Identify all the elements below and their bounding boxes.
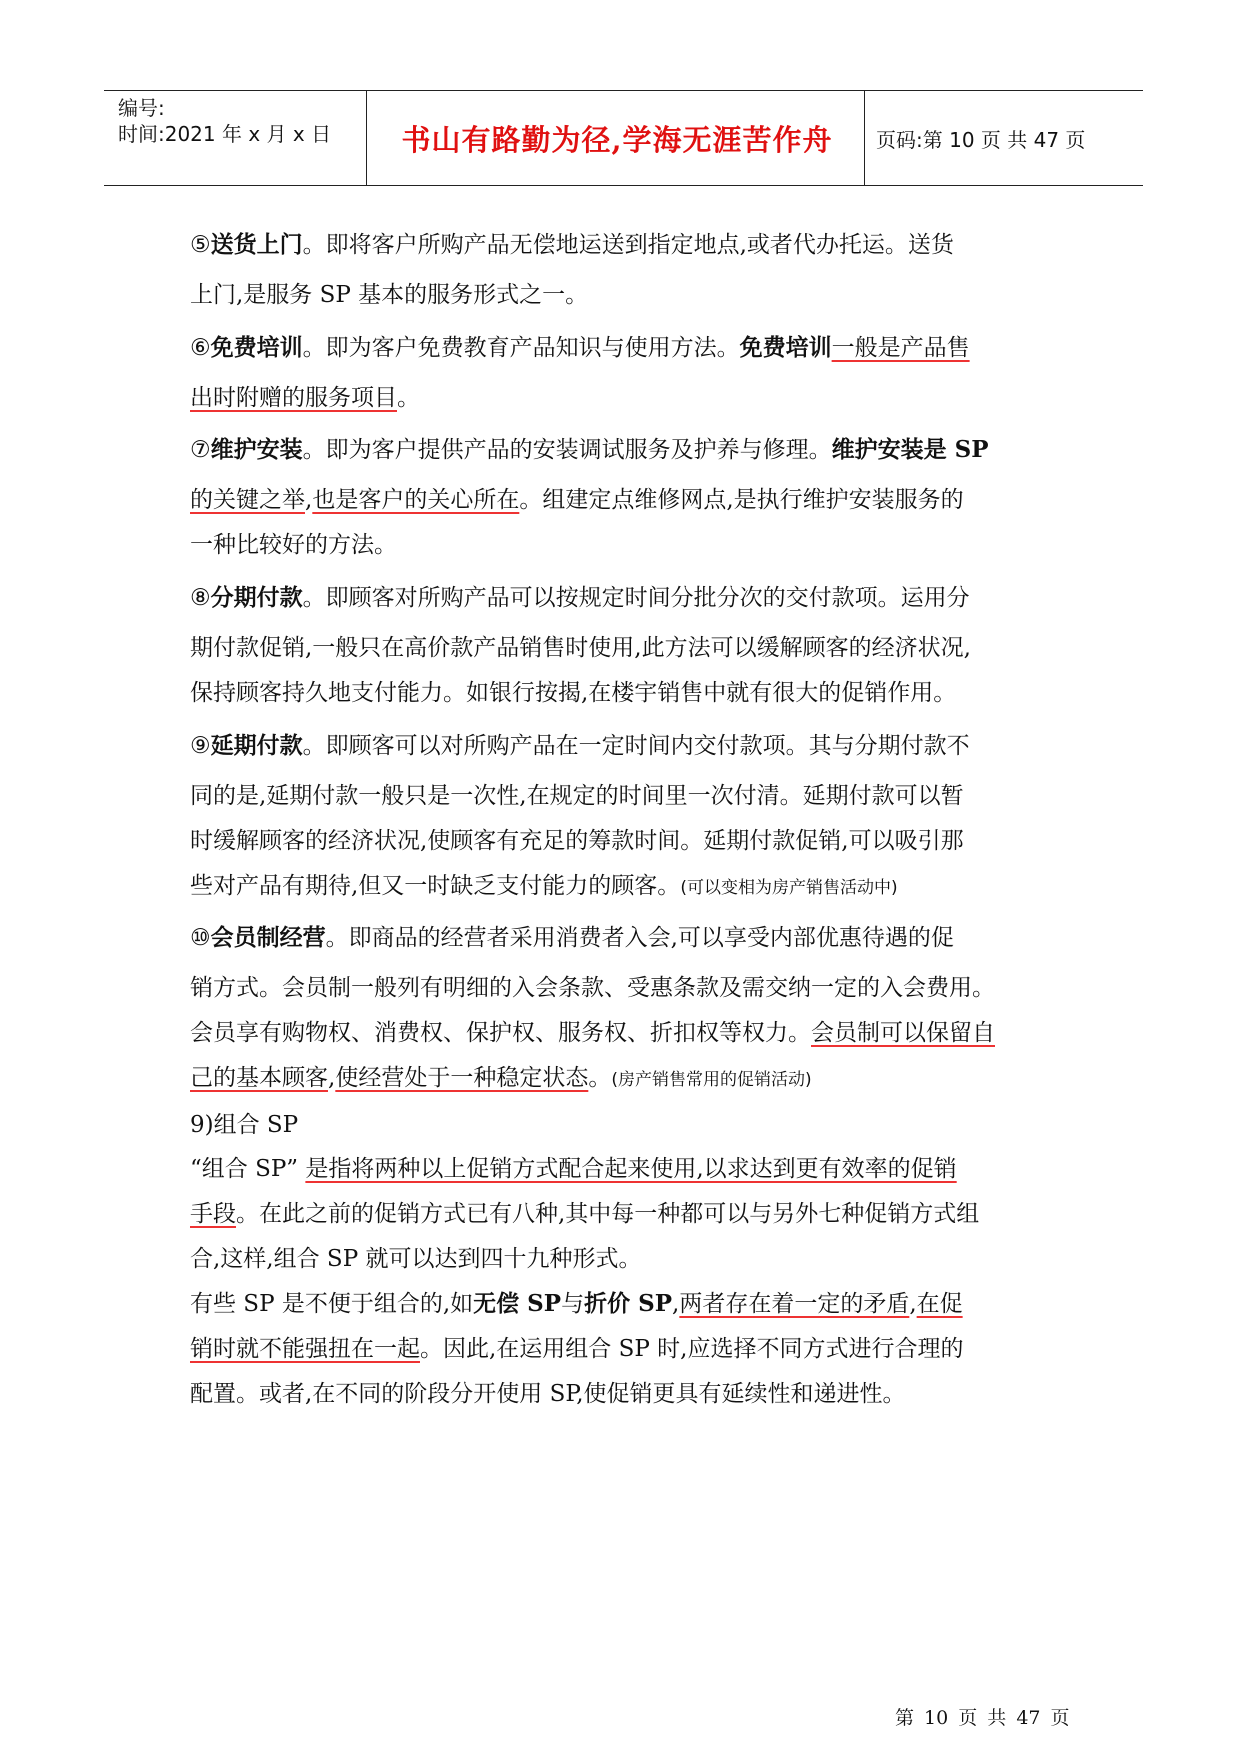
- item-8-line-3: 保持顾客持久地支付能力。如银行按揭,在楼宇销售中就有很大的促销作用。: [190, 680, 957, 706]
- bold-term: 无偿 SP: [473, 1290, 562, 1317]
- item-title: 分期付款: [210, 584, 303, 611]
- item-8-line-1: [190, 583, 970, 613]
- item-number: ⑥: [190, 335, 211, 361]
- item-5-line-2: 上门,是服务 SP 基本的服务形式之一。: [190, 282, 589, 308]
- item-7-line-2: [190, 485, 964, 515]
- underlined-text: 手段: [190, 1201, 236, 1227]
- item-number: ⑩: [190, 925, 211, 951]
- section-p1-line-1: [190, 1154, 957, 1184]
- item-10-line-2: 销方式。会员制一般列有明细的入会条款、受惠条款及需交纳一定的入会费用。: [190, 975, 995, 1001]
- text-run: 。即为客户提供产品的安装调试服务及护养与修理。: [302, 437, 832, 463]
- header-meta: [118, 95, 331, 147]
- item-title: 会员制经营: [210, 924, 326, 951]
- underlined-text: 的关键之举: [190, 487, 305, 513]
- text-run: 。在此之前的促销方式已有八种,其中每一种都可以与另外七种促销方式组: [236, 1201, 980, 1227]
- section-p2-line-2: [190, 1334, 963, 1364]
- text-run: 。即顾客可以对所购产品在一定时间内交付款项。其与分期付款不: [302, 733, 970, 759]
- text-run: 。即顾客对所购产品可以按规定时间分批分次的交付款项。运用分: [302, 585, 970, 611]
- page-footer: 第 10 页 共 47 页: [895, 1707, 1070, 1729]
- underlined-text: 两者存在着一定的矛盾: [679, 1291, 910, 1317]
- section-heading: 9)组合 SP: [190, 1112, 299, 1138]
- annotation-note: (可以变相为房产销售活动中): [680, 878, 898, 898]
- underlined-text: 在促: [916, 1291, 963, 1317]
- section-p2-line-1: [190, 1289, 963, 1319]
- item-6-line-1: [190, 333, 970, 363]
- section-p2-line-3: 配置。或者,在不同的阶段分开使用 SP,使促销更具有延续性和递进性。: [190, 1381, 906, 1407]
- item-10-line-3: [190, 1018, 995, 1048]
- section-p1-line-2: [190, 1199, 979, 1229]
- item-10-line-1: [190, 923, 954, 953]
- number-label: 编号:: [118, 96, 165, 120]
- text-run: 。即商品的经营者采用消费者入会,可以享受内部优惠待遇的促: [325, 925, 954, 951]
- item-6-line-2: [190, 383, 420, 413]
- item-title: 维护安装: [210, 436, 303, 463]
- item-9-line-2: 同的是,延期付款一般只是一次性,在规定的时间里一次付清。延期付款可以暂: [190, 783, 964, 809]
- item-10-line-4: [190, 1063, 812, 1095]
- item-number: ⑨: [190, 733, 211, 759]
- item-9-line-1: [190, 731, 970, 761]
- underlined-text: 也是客户的关心所在: [312, 487, 520, 513]
- text-run: ,: [305, 487, 313, 513]
- underlined-text: 是指将两种以上促销方式配合起来使用,以求达到更有效率的促销: [305, 1156, 957, 1182]
- text-run: 些对产品有期待,但又一时缺乏支付能力的顾客。: [190, 873, 681, 899]
- item-7-line-3: 一种比较好的方法。: [190, 532, 397, 558]
- text-run: 。组建定点维修网点,是执行维护安装服务的: [519, 487, 964, 513]
- underlined-text: 己的基本顾客: [190, 1065, 328, 1091]
- underlined-text: 使经营处于一种稳定状态: [335, 1065, 589, 1091]
- item-number: ⑦: [190, 437, 211, 463]
- item-number: ⑧: [190, 585, 211, 611]
- text-run: ,: [909, 1291, 917, 1317]
- underlined-text: 会员制可以保留自: [811, 1020, 995, 1046]
- item-7-line-1: [190, 435, 989, 465]
- text-run: 有些 SP 是不便于组合的,如: [190, 1291, 474, 1317]
- underlined-text: 销时就不能强扭在一起: [190, 1336, 420, 1362]
- header-divider: [366, 91, 367, 185]
- text-run: 。: [588, 1065, 612, 1091]
- text-run: 与: [561, 1291, 585, 1317]
- bold-term: 折价 SP: [584, 1290, 673, 1317]
- item-5-line-1: [190, 230, 954, 260]
- header-motto: 书山有路勤为径,学海无涯苦作舟: [401, 122, 833, 157]
- header-table: [104, 90, 1143, 186]
- text-run: ,: [328, 1065, 336, 1091]
- text-run: 。: [397, 385, 420, 411]
- bold-term: 维护安装是 SP: [831, 436, 989, 463]
- text-run: 。因此,在运用组合 SP 时,应选择不同方式进行合理的: [420, 1336, 964, 1362]
- text-run: ,: [672, 1291, 680, 1317]
- text-run: “组合 SP”: [190, 1156, 306, 1182]
- item-8-line-2: 期付款促销,一般只在高价款产品销售时使用,此方法可以缓解顾客的经济状况,: [190, 635, 971, 661]
- section-p1-line-3: 合,这样,组合 SP 就可以达到四十九种形式。: [190, 1246, 642, 1272]
- bold-term: 免费培训: [739, 334, 832, 361]
- item-number: ⑤: [190, 232, 211, 258]
- annotation-note: (房产销售常用的促销活动): [611, 1070, 812, 1090]
- header-page-code: 页码:第 10 页 共 47 页: [876, 127, 1086, 152]
- text-run: 会员享有购物权、消费权、保护权、服务权、折扣权等权力。: [190, 1020, 811, 1046]
- text-run: 。即为客户免费教育产品知识与使用方法。: [302, 335, 740, 361]
- item-title: 免费培训: [210, 334, 303, 361]
- header-divider: [864, 91, 865, 185]
- item-title: 送货上门: [210, 231, 303, 258]
- item-9-line-3: 时缓解顾客的经济状况,使顾客有充足的筹款时间。延期付款促销,可以吸引那: [190, 828, 964, 854]
- underlined-text: 出时附赠的服务项目: [190, 385, 397, 411]
- underlined-text: 一般是产品售: [831, 335, 970, 361]
- item-9-line-4: [190, 871, 898, 903]
- time-label: 时间:2021 年 x 月 x 日: [118, 122, 332, 146]
- text-run: 。即将客户所购产品无偿地运送到指定地点,或者代办托运。送货: [302, 232, 954, 258]
- item-title: 延期付款: [210, 732, 303, 759]
